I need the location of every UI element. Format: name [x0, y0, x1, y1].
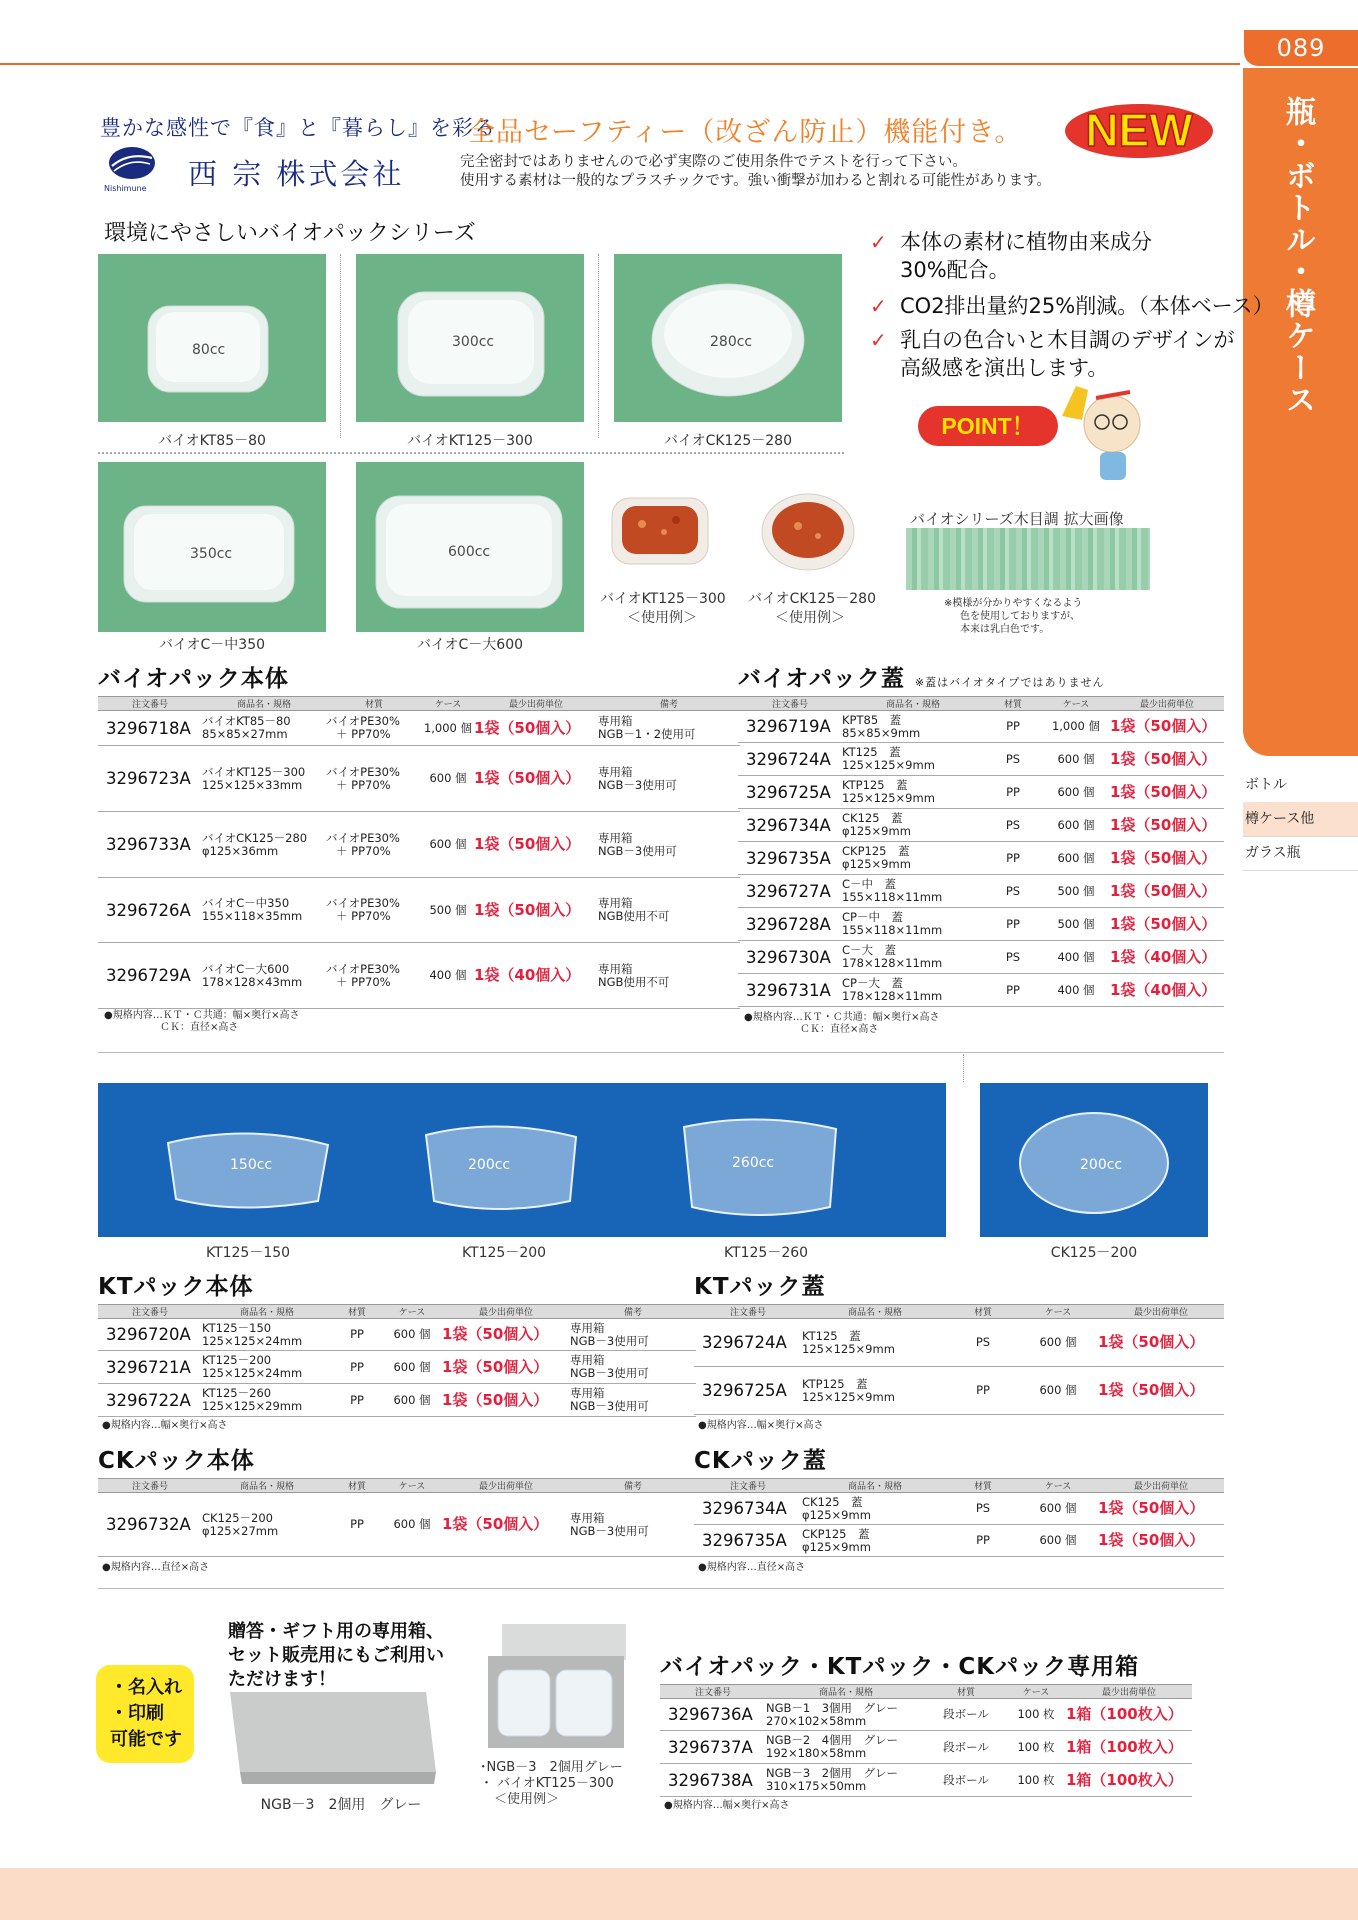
material: PS — [984, 809, 1042, 842]
custom-print-badge: ・名入れ ・印刷 可能です — [96, 1665, 194, 1763]
product-spec: KPT85 蓋 85×85×9mm — [842, 711, 984, 743]
photo-caption: KT125－200 — [461, 1245, 547, 1261]
col-header: 商品名・規格 — [766, 1685, 926, 1699]
order-code: 3296737A — [660, 1731, 766, 1764]
check-icon: ✓ — [870, 294, 887, 318]
case-qty: 1,000 個 — [1042, 711, 1110, 743]
col-header: 備考 — [570, 1479, 696, 1493]
footer-band — [0, 1868, 1358, 1920]
wood-title: バイオシリーズ木目調 拡大画像 — [910, 510, 1124, 528]
svg-text:POINT！: POINT！ — [941, 413, 1035, 439]
case-qty: 600 個 — [1018, 1493, 1098, 1525]
footnote: ●規格内容…直径×高さ — [102, 1562, 210, 1573]
feature-3: ✓ 乳白の色合いと木目調のデザインが — [870, 328, 1235, 352]
col-header: 注文番号 — [98, 697, 202, 711]
table-row — [694, 1367, 1224, 1415]
col-header: ケース — [422, 697, 474, 711]
bio-body-table — [98, 696, 740, 1009]
kt-pack-photos — [98, 1083, 946, 1237]
product-spec: NGB－3 2個用 グレー 310×175×50mm — [766, 1764, 926, 1797]
gift-box-caption: NGB－3 2個用 グレー — [260, 1797, 422, 1813]
usage-photo-kt125-300 — [606, 490, 714, 572]
order-code: 3296730A — [738, 941, 842, 974]
page-number: 089 — [1244, 30, 1358, 66]
case-qty: 100 枚 — [1006, 1764, 1066, 1797]
feature-1: ✓ 本体の素材に植物由来成分 — [870, 230, 1152, 254]
material: 段ボール — [926, 1699, 1006, 1731]
order-code: 3296734A — [738, 809, 842, 842]
product-spec: KT125 蓋 125×125×9mm — [802, 1319, 948, 1367]
brand-roman: Nishimune — [104, 184, 147, 193]
kt-body-title: KTパック本体 — [98, 1274, 254, 1300]
wood-note-3: 本来は乳白色です。 — [960, 624, 1050, 635]
col-header: 材質 — [948, 1479, 1018, 1493]
product-photo-kt125-300 — [356, 254, 584, 422]
brand-logo-icon — [108, 146, 156, 180]
material: バイオPE30% ＋ PP70% — [326, 746, 422, 812]
col-header: 注文番号 — [694, 1305, 802, 1319]
product-spec: CP－大 蓋 178×128×11mm — [842, 974, 984, 1007]
feature-2: ✓ CO2排出量約25%削減。（本体ベース） — [870, 294, 1274, 318]
point-mascot — [916, 382, 1156, 486]
col-header: 材質 — [984, 697, 1042, 711]
case-qty: 100 枚 — [1006, 1731, 1066, 1764]
svg-text:NEW: NEW — [1085, 104, 1193, 156]
col-header: 最少出荷単位 — [1110, 697, 1224, 711]
brand-name: 西 宗 株式会社 — [188, 157, 405, 191]
order-code: 3296726A — [98, 878, 202, 943]
product-spec: バイオKT85－80 85×85×27mm — [202, 711, 326, 746]
min-unit: 1袋（50個入） — [474, 711, 598, 746]
case-qty: 600 個 — [1018, 1367, 1098, 1415]
case-qty: 600 個 — [382, 1493, 442, 1557]
volume-label: 280cc — [710, 334, 753, 350]
photo-caption: バイオC－大600 — [416, 637, 524, 653]
col-header: ケース — [1006, 1685, 1066, 1699]
photo-caption: バイオCK125－280 — [664, 433, 792, 449]
side-nav-barrel-case[interactable]: 樽ケース他 — [1243, 802, 1358, 837]
table-row — [738, 776, 1224, 809]
usage-caption: ･NGB－3 2個用グレー ・ バイオKT125－300 ＜使用例＞ — [480, 1760, 623, 1807]
case-qty: 600 個 — [382, 1384, 442, 1417]
product-spec: バイオCK125－280 φ125×36mm — [202, 812, 326, 878]
table-row — [738, 875, 1224, 908]
material: バイオPE30% ＋ PP70% — [326, 878, 422, 943]
material: PP — [948, 1525, 1018, 1557]
order-code: 3296724A — [694, 1319, 802, 1367]
side-nav-bottle[interactable]: ボトル — [1243, 768, 1358, 803]
col-header: 備考 — [570, 1305, 696, 1319]
min-unit: 1袋（50個入） — [1098, 1493, 1224, 1525]
min-unit: 1袋（40個入） — [1110, 941, 1224, 974]
order-code: 3296727A — [738, 875, 842, 908]
case-qty: 600 個 — [382, 1319, 442, 1351]
col-header: 商品名・規格 — [802, 1479, 948, 1493]
col-header: 注文番号 — [98, 1479, 202, 1493]
volume-label: 80cc — [192, 342, 226, 358]
side-nav-glass-bottle[interactable]: ガラス瓶 — [1243, 836, 1358, 871]
order-code: 3296721A — [98, 1351, 202, 1384]
section-divider — [98, 1052, 1224, 1053]
min-unit: 1袋（50個入） — [1110, 908, 1224, 941]
order-code: 3296724A — [738, 743, 842, 776]
photo-caption: KT125－260 — [723, 1245, 809, 1261]
case-qty: 500 個 — [1042, 875, 1110, 908]
bio-lid-title: バイオパック蓋 ※蓋はバイオタイプではありません — [738, 666, 1105, 692]
order-code: 3296732A — [98, 1493, 202, 1557]
material: PP — [984, 776, 1042, 809]
product-spec: C－中 蓋 155×118×11mm — [842, 875, 984, 908]
table-row — [694, 1493, 1224, 1525]
material: PS — [984, 875, 1042, 908]
table-row — [98, 1319, 696, 1351]
min-unit: 1袋（50個入） — [1110, 809, 1224, 842]
gift-box-closed-photo — [226, 1688, 440, 1790]
material: PP — [332, 1319, 382, 1351]
footnote: ●規格内容…幅×奥行×高さ — [102, 1420, 228, 1431]
col-header: 商品名・規格 — [202, 697, 326, 711]
min-unit: 1箱（100枚入） — [1066, 1731, 1192, 1764]
col-header: 材質 — [926, 1685, 1006, 1699]
col-header: ケース — [1042, 697, 1110, 711]
product-spec: C－大 蓋 178×128×11mm — [842, 941, 984, 974]
product-spec: バイオC－中350 155×118×35mm — [202, 878, 326, 943]
usage-note-2: 使用する素材は一般的なプラスチックです。強い衝撃が加わると割れる可能性があります。 — [460, 173, 1052, 189]
order-code: 3296728A — [738, 908, 842, 941]
product-spec: バイオKT125－300 125×125×33mm — [202, 746, 326, 812]
min-unit: 1袋（50個入） — [1098, 1367, 1224, 1415]
col-header: ケース — [382, 1305, 442, 1319]
divider — [340, 254, 341, 438]
col-header: 材質 — [332, 1479, 382, 1493]
photo-caption: バイオKT125－300 — [407, 433, 533, 449]
min-unit: 1袋（50個入） — [474, 878, 598, 943]
table-row — [660, 1731, 1192, 1764]
product-spec: CKP125 蓋 φ125×9mm — [802, 1525, 948, 1557]
wood-note-1: ※模様が分かりやすくなるよう — [944, 598, 1083, 609]
table-row — [98, 746, 740, 812]
product-spec: KT125－260 125×125×29mm — [202, 1384, 332, 1417]
material: バイオPE30% ＋ PP70% — [326, 812, 422, 878]
wood-grain-sample — [906, 528, 1150, 590]
min-unit: 1袋（50個入） — [442, 1493, 570, 1557]
table-row — [660, 1764, 1192, 1797]
material: PP — [332, 1493, 382, 1557]
product-spec: NGB－2 4個用 グレー 192×180×58mm — [766, 1731, 926, 1764]
product-spec: CK125－200 φ125×27mm — [202, 1493, 332, 1557]
product-spec: KT125－150 125×125×24mm — [202, 1319, 332, 1351]
min-unit: 1袋（50個入） — [442, 1384, 570, 1417]
table-row — [98, 1493, 696, 1557]
box-table — [660, 1684, 1192, 1797]
remarks: 専用箱 NGB－1・2使用可 — [598, 711, 740, 746]
case-qty: 600 個 — [1042, 809, 1110, 842]
col-header: 注文番号 — [738, 697, 842, 711]
order-code: 3296735A — [694, 1525, 802, 1557]
volume-label: 260cc — [732, 1155, 775, 1171]
gift-copy: 贈答・ギフト用の専用箱、 セット販売用にもご利用い ただけます！ — [228, 1621, 444, 1690]
table-row — [98, 1351, 696, 1384]
material: PP — [984, 842, 1042, 875]
ck-lid-table — [694, 1478, 1224, 1557]
table-row — [694, 1319, 1224, 1367]
ck-pack-photo — [980, 1083, 1208, 1237]
material: バイオPE30% ＋ PP70% — [326, 943, 422, 1009]
col-header: 最少出荷単位 — [442, 1305, 570, 1319]
col-header: ケース — [1018, 1479, 1098, 1493]
brand-tagline: 豊かな感性で『食』と『暮らし』を彩る — [100, 116, 496, 140]
volume-label: 350cc — [190, 546, 233, 562]
case-qty: 600 個 — [382, 1351, 442, 1384]
case-qty: 400 個 — [422, 943, 474, 1009]
table-row — [98, 1384, 696, 1417]
side-tab-title: 瓶・ボトル・樽ケース — [1280, 96, 1315, 416]
product-spec: KT125－200 125×125×24mm — [202, 1351, 332, 1384]
product-spec: CK125 蓋 φ125×9mm — [802, 1493, 948, 1525]
remarks: 専用箱 NGB使用不可 — [598, 878, 740, 943]
case-qty: 600 個 — [1042, 842, 1110, 875]
material: PS — [948, 1319, 1018, 1367]
col-header: 商品名・規格 — [202, 1305, 332, 1319]
check-icon: ✓ — [870, 230, 887, 254]
min-unit: 1箱（100枚入） — [1066, 1764, 1192, 1797]
product-spec: KT125 蓋 125×125×9mm — [842, 743, 984, 776]
clear-containers-icon — [98, 1083, 946, 1237]
case-qty: 400 個 — [1042, 941, 1110, 974]
min-unit: 1袋（50個入） — [442, 1351, 570, 1384]
footnote: ●規格内容…直径×高さ — [698, 1562, 806, 1573]
photo-caption: バイオKT85－80 — [158, 433, 266, 449]
col-header: ケース — [382, 1479, 442, 1493]
material: PS — [948, 1493, 1018, 1525]
kt-lid-title: KTパック蓋 — [694, 1274, 826, 1300]
case-qty: 1,000 個 — [422, 711, 474, 746]
min-unit: 1袋（50個入） — [1098, 1525, 1224, 1557]
order-code: 3296733A — [98, 812, 202, 878]
volume-label: 200cc — [468, 1157, 511, 1173]
remarks: 専用箱 NGB－3使用可 — [598, 746, 740, 812]
bio-lid-table — [738, 696, 1224, 1007]
order-code: 3296725A — [694, 1367, 802, 1415]
col-header: 最少出荷単位 — [1098, 1305, 1224, 1319]
case-qty: 500 個 — [1042, 908, 1110, 941]
col-header: 注文番号 — [694, 1479, 802, 1493]
col-header: 材質 — [326, 697, 422, 711]
order-code: 3296720A — [98, 1319, 202, 1351]
remarks: 専用箱 NGB－3使用可 — [570, 1493, 696, 1557]
material: PP — [984, 974, 1042, 1007]
table-row — [98, 943, 740, 1009]
ck-body-title: CKパック本体 — [98, 1448, 255, 1474]
safety-headline: 全品セーフティー（改ざん防止）機能付き。 — [468, 117, 1023, 148]
remarks: 専用箱 NGB－3使用可 — [570, 1384, 696, 1417]
footnote: ●規格内容…幅×奥行×高さ — [664, 1800, 790, 1811]
product-spec: バイオC－大600 178×128×43mm — [202, 943, 326, 1009]
order-code: 3296729A — [98, 943, 202, 1009]
check-icon: ✓ — [870, 328, 887, 352]
case-qty: 600 個 — [422, 812, 474, 878]
table-row — [98, 711, 740, 746]
col-header: 備考 — [598, 697, 740, 711]
usage-caption-sub: ＜使用例＞ — [775, 610, 845, 626]
order-code: 3296731A — [738, 974, 842, 1007]
col-header: 最少出荷単位 — [474, 697, 598, 711]
divider — [963, 1054, 964, 1082]
col-header: 最少出荷単位 — [442, 1479, 570, 1493]
product-photo-c-medium-350 — [98, 462, 326, 632]
min-unit: 1袋（50個入） — [1110, 776, 1224, 809]
table-row — [694, 1525, 1224, 1557]
order-code: 3296719A — [738, 711, 842, 743]
top-rule — [0, 63, 1240, 65]
material: PP — [332, 1384, 382, 1417]
feature-1-cont: 30%配合。 — [900, 258, 1010, 282]
product-spec: CP－中 蓋 155×118×11mm — [842, 908, 984, 941]
order-code: 3296718A — [98, 711, 202, 746]
case-qty: 600 個 — [1018, 1525, 1098, 1557]
min-unit: 1袋（40個入） — [1110, 974, 1224, 1007]
remarks: 専用箱 NGB－3使用可 — [570, 1351, 696, 1384]
divider — [98, 452, 844, 454]
col-header: 商品名・規格 — [202, 1479, 332, 1493]
order-code: 3296722A — [98, 1384, 202, 1417]
table-row — [98, 812, 740, 878]
series-title: 環境にやさしいバイオパックシリーズ — [104, 221, 476, 246]
col-header: 注文番号 — [98, 1305, 202, 1319]
product-photo-c-large-600 — [356, 462, 584, 632]
col-header: 注文番号 — [660, 1685, 766, 1699]
col-header: 材質 — [332, 1305, 382, 1319]
usage-note-1: 完全密封ではありませんので必ず実際のご使用条件でテストを行って下さい。 — [460, 154, 967, 170]
col-header: ケース — [1018, 1305, 1098, 1319]
table-row — [738, 842, 1224, 875]
table-row — [738, 711, 1224, 743]
footnote: ●規格内容…ＫＴ・Ｃ共通：幅×奥行×高さ — [744, 1012, 940, 1023]
product-spec: CKP125 蓋 φ125×9mm — [842, 842, 984, 875]
new-badge — [1064, 100, 1214, 162]
photo-caption: CK125－200 — [1050, 1245, 1138, 1261]
material: PP — [984, 711, 1042, 743]
case-qty: 400 個 — [1042, 974, 1110, 1007]
photo-caption: バイオC－中350 — [158, 637, 266, 653]
feature-3-cont: 高級感を演出します。 — [900, 356, 1109, 380]
order-code: 3296734A — [694, 1493, 802, 1525]
container-square-icon — [98, 254, 326, 422]
product-photo-kt85-80 — [98, 254, 326, 422]
table-row — [98, 878, 740, 943]
remarks: 専用箱 NGB使用不可 — [598, 943, 740, 1009]
material: PP — [332, 1351, 382, 1384]
min-unit: 1箱（100枚入） — [1066, 1699, 1192, 1731]
product-photo-ck125-280 — [614, 254, 842, 422]
col-header: 材質 — [948, 1305, 1018, 1319]
product-spec: KTP125 蓋 125×125×9mm — [842, 776, 984, 809]
col-header: 商品名・規格 — [802, 1305, 948, 1319]
material: PS — [984, 941, 1042, 974]
kt-body-table — [98, 1304, 696, 1417]
usage-caption: バイオKT125－300 — [600, 591, 726, 607]
order-code: 3296735A — [738, 842, 842, 875]
footnote: ●規格内容…ＫＴ・Ｃ共通：幅×奥行×高さ — [104, 1010, 300, 1021]
min-unit: 1袋（50個入） — [442, 1319, 570, 1351]
order-code: 3296736A — [660, 1699, 766, 1731]
col-header: 最少出荷単位 — [1066, 1685, 1192, 1699]
min-unit: 1袋（50個入） — [1110, 743, 1224, 776]
order-code: 3296738A — [660, 1764, 766, 1797]
usage-caption: バイオCK125－280 — [748, 591, 876, 607]
min-unit: 1袋（50個入） — [1110, 875, 1224, 908]
min-unit: 1袋（40個入） — [474, 943, 598, 1009]
table-row — [738, 974, 1224, 1007]
box-table-title: バイオパック・KTパック・CKパック専用箱 — [660, 1654, 1140, 1680]
product-spec: NGB－1 3個用 グレー 270×102×58mm — [766, 1699, 926, 1731]
volume-label: 300cc — [452, 334, 495, 350]
section-divider — [98, 1588, 1224, 1589]
product-spec: KTP125 蓋 125×125×9mm — [802, 1367, 948, 1415]
table-row — [738, 809, 1224, 842]
min-unit: 1袋（50個入） — [1110, 711, 1224, 743]
case-qty: 600 個 — [1042, 743, 1110, 776]
footnote: ＣＫ：直径×高さ — [800, 1024, 879, 1035]
table-row — [738, 941, 1224, 974]
usage-photo-ck125-280 — [758, 488, 858, 574]
usage-caption-sub: ＜使用例＞ — [627, 610, 697, 626]
ck-body-table — [98, 1478, 696, 1557]
case-qty: 600 個 — [1042, 776, 1110, 809]
table-row — [660, 1699, 1192, 1731]
case-qty: 600 個 — [422, 746, 474, 812]
case-qty: 100 枚 — [1006, 1699, 1066, 1731]
min-unit: 1袋（50個入） — [474, 746, 598, 812]
product-spec: CK125 蓋 φ125×9mm — [842, 809, 984, 842]
divider — [598, 254, 599, 438]
footnote: ●規格内容…幅×奥行×高さ — [698, 1420, 824, 1431]
col-header: 最少出荷単位 — [1098, 1479, 1224, 1493]
volume-label: 200cc — [1080, 1157, 1123, 1173]
col-header: 商品名・規格 — [842, 697, 984, 711]
footnote: ＣＫ：直径×高さ — [160, 1022, 239, 1033]
material: 段ボール — [926, 1731, 1006, 1764]
photo-caption: KT125－150 — [205, 1245, 291, 1261]
material: 段ボール — [926, 1764, 1006, 1797]
min-unit: 1袋（50個入） — [1110, 842, 1224, 875]
remarks: 専用箱 NGB－3使用可 — [598, 812, 740, 878]
ck-lid-title: CKパック蓋 — [694, 1448, 827, 1474]
material: PS — [984, 743, 1042, 776]
gift-box-open-photo — [482, 1622, 630, 1756]
table-row — [738, 743, 1224, 776]
material: バイオPE30% ＋ PP70% — [326, 711, 422, 746]
material: PP — [984, 908, 1042, 941]
min-unit: 1袋（50個入） — [1098, 1319, 1224, 1367]
kt-lid-table — [694, 1304, 1224, 1415]
case-qty: 500 個 — [422, 878, 474, 943]
material: PP — [948, 1367, 1018, 1415]
bio-body-title: バイオパック本体 — [98, 666, 289, 692]
remarks: 専用箱 NGB－3使用可 — [570, 1319, 696, 1351]
table-row — [738, 908, 1224, 941]
min-unit: 1袋（50個入） — [474, 812, 598, 878]
volume-label: 150cc — [230, 1157, 273, 1173]
case-qty: 600 個 — [1018, 1319, 1098, 1367]
wood-note-2: 色を使用しておりますが、 — [960, 611, 1080, 622]
order-code: 3296723A — [98, 746, 202, 812]
volume-label: 600cc — [448, 544, 491, 560]
order-code: 3296725A — [738, 776, 842, 809]
